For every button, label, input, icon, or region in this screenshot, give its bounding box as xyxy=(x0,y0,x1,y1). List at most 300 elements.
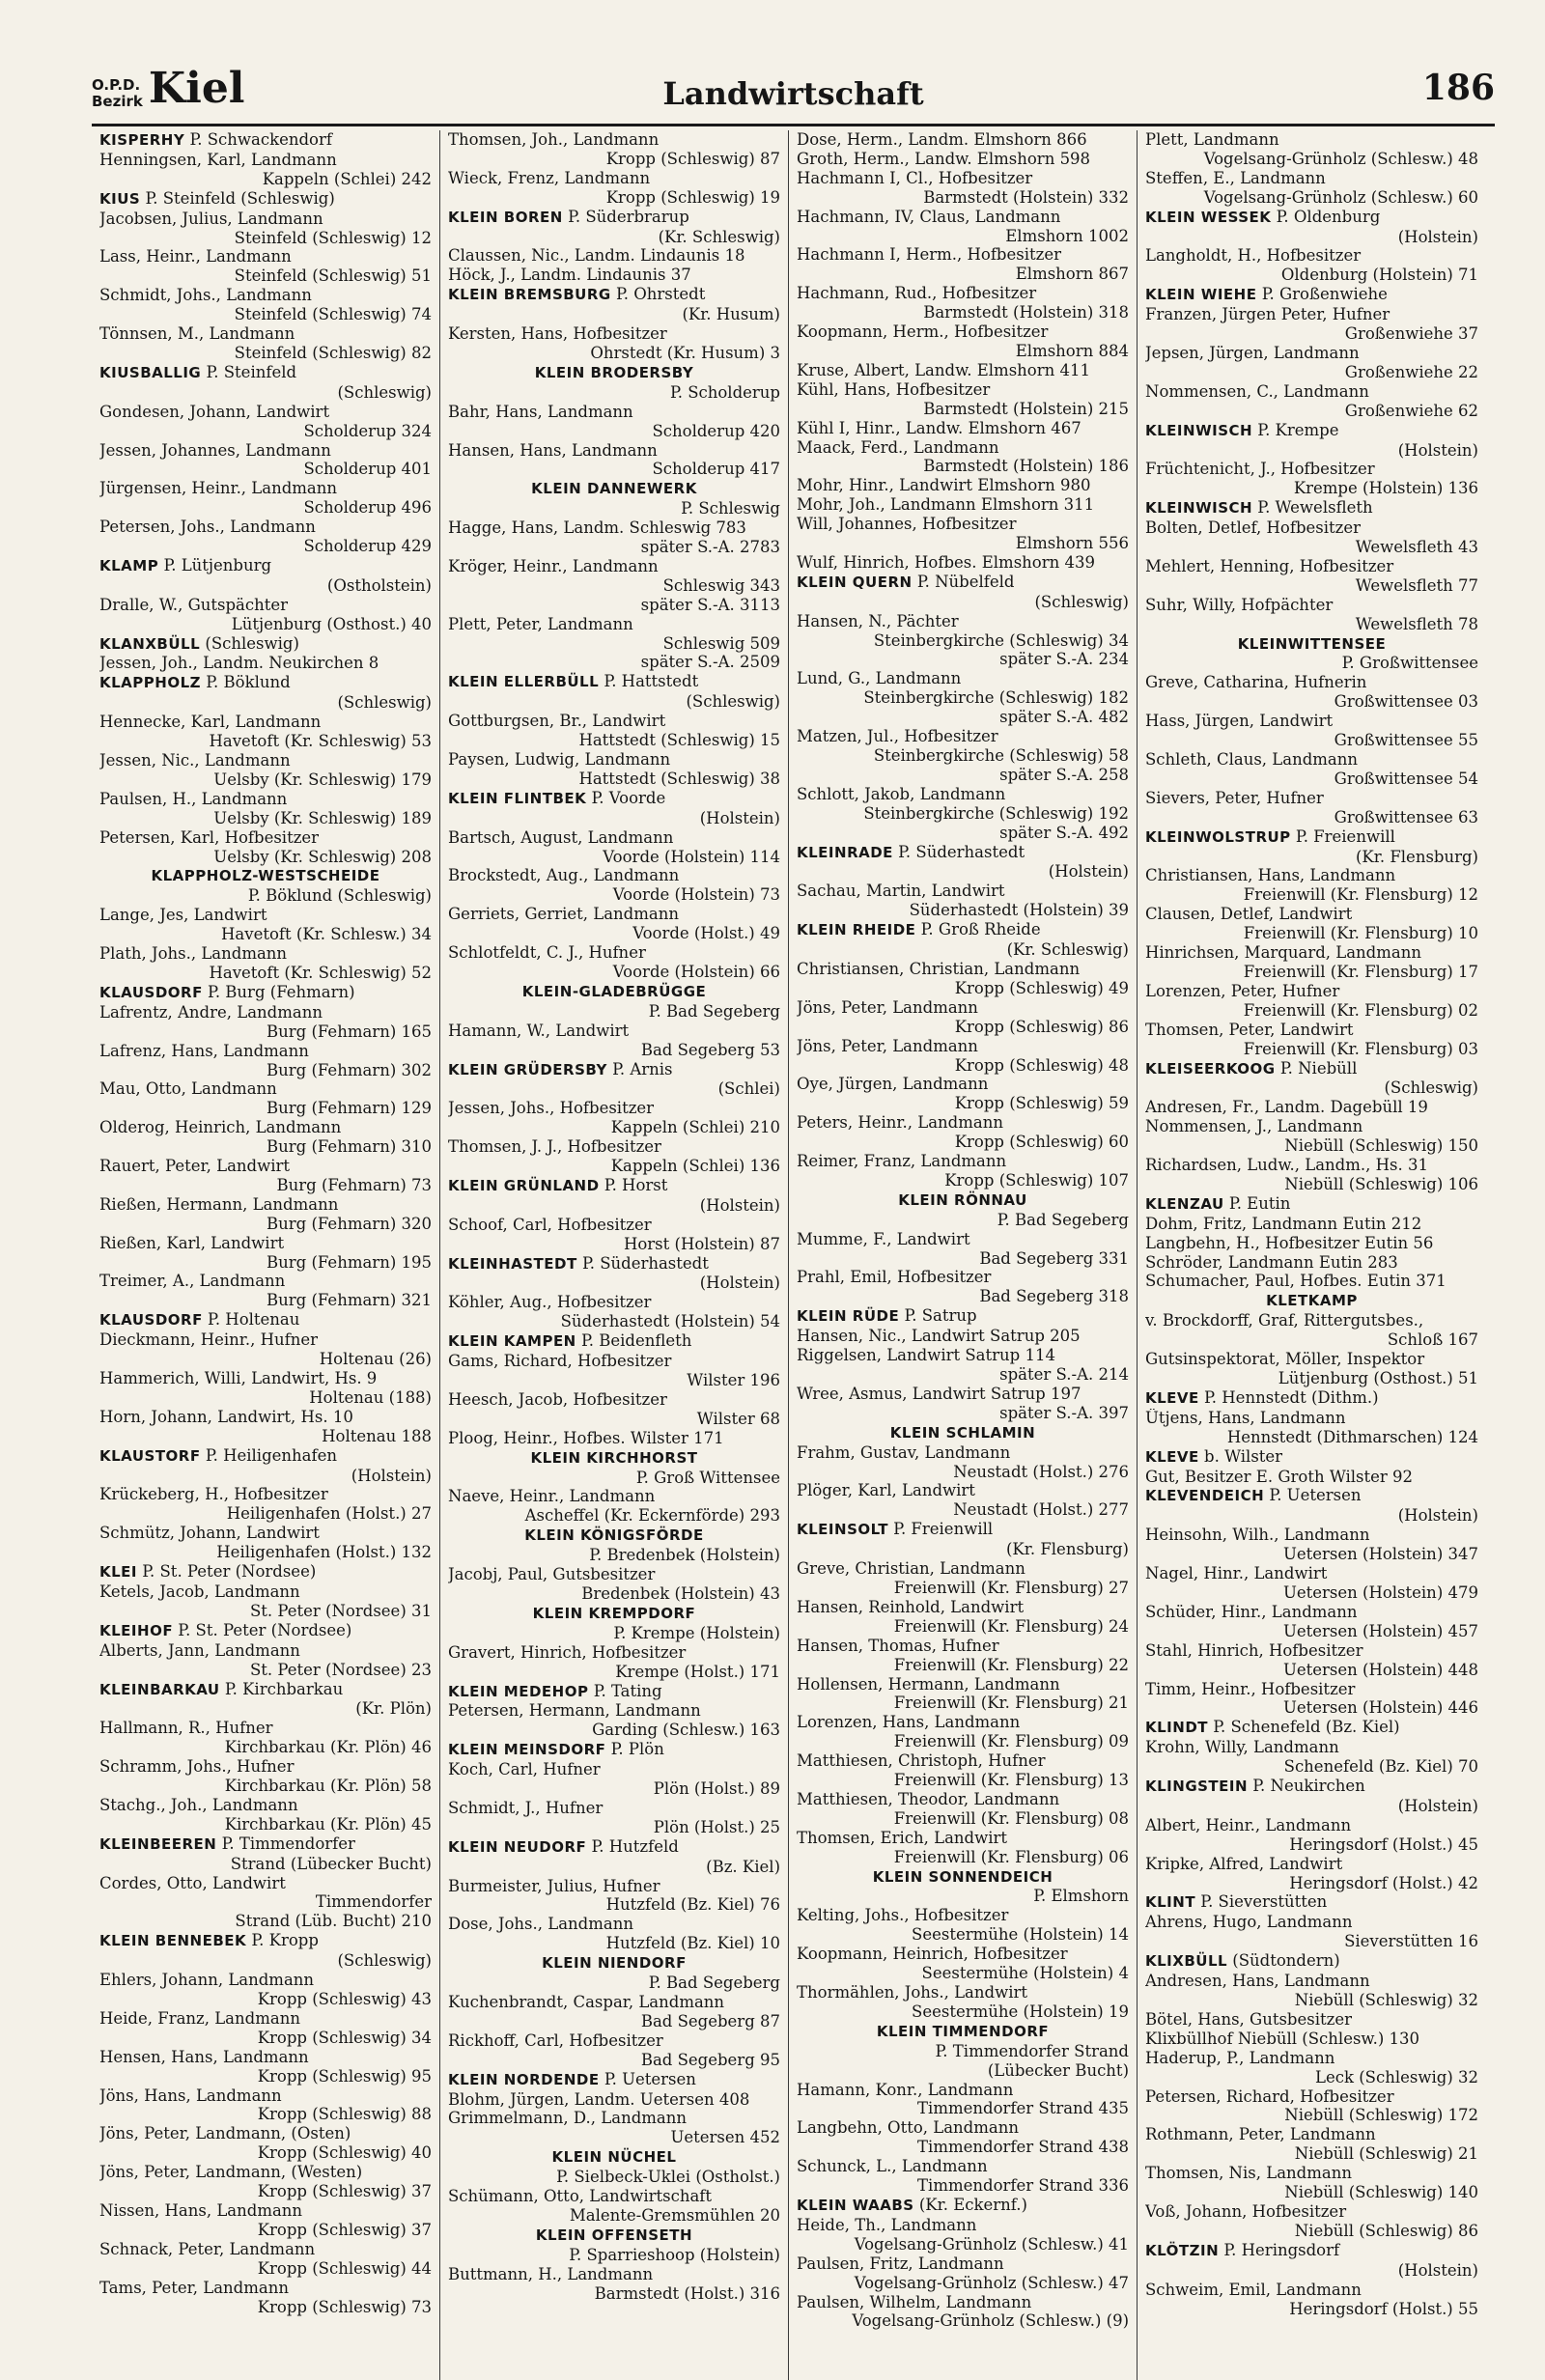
place-heading xyxy=(448,789,780,809)
line-text: Koopmann, Herm., Hofbesitzer xyxy=(797,322,1049,342)
entry-location xyxy=(1145,1369,1478,1388)
line-text: Früchtenicht, J., Hofbesitzer xyxy=(1145,460,1375,479)
line-text: P. Nübelfeld xyxy=(912,572,1015,591)
line-text: Steinfeld (Schleswig) 82 xyxy=(234,343,432,362)
line-text: Christiansen, Hans, Landmann xyxy=(1145,866,1396,885)
line-text: (Kr. Husum) xyxy=(682,305,780,324)
entry-location xyxy=(1145,2261,1478,2281)
entry-name xyxy=(1145,866,1478,885)
place-name: KLAPPHOLZ xyxy=(99,674,202,692)
entry-location xyxy=(797,901,1129,920)
place-heading xyxy=(99,673,432,693)
entry-name xyxy=(797,2293,1129,2312)
line-text: Mau, Otto, Landmann xyxy=(99,1079,277,1099)
place-name: KLEIN BOREN xyxy=(448,208,563,226)
line-text: Kuchenbrandt, Caspar, Landmann xyxy=(448,1993,725,2011)
line-text: Thomsen, Nis, Landmann xyxy=(1145,2164,1352,2183)
place-name: KLEISEERKOOG xyxy=(1145,1059,1276,1078)
entry-name xyxy=(448,557,780,576)
line-text: (Lübecker Bucht) xyxy=(987,2060,1129,2080)
entry-location xyxy=(797,1771,1129,1790)
line-text: Lass, Heinr., Landmann xyxy=(99,247,292,266)
entry-location xyxy=(448,1079,780,1099)
entry-name xyxy=(1145,2281,1478,2300)
entry-location xyxy=(99,615,432,634)
entry-location xyxy=(1145,1175,1478,1194)
line-text: Wree, Asmus, Landwirt Satrup 197 xyxy=(797,1384,1082,1403)
line-text: P. Satrup xyxy=(899,1306,977,1326)
entry-location xyxy=(99,1815,432,1834)
entry-location xyxy=(448,1895,780,1915)
place-name: KLEINWISCH xyxy=(1145,499,1253,518)
place-heading xyxy=(797,920,1129,940)
line-text: Gutsinspektorat, Möller, Inspektor xyxy=(1145,1350,1425,1369)
entry-location xyxy=(99,964,432,983)
line-text: Thormählen, Johs., Landwirt xyxy=(797,1983,1028,2002)
entry-location xyxy=(797,2235,1129,2254)
place-name: KLEINBARKAU xyxy=(99,1680,220,1698)
line-text: P. Freienwill xyxy=(1290,826,1395,846)
place-heading xyxy=(1145,1291,1478,1311)
entry-name xyxy=(99,1157,432,1176)
entry-location xyxy=(99,305,432,324)
place-heading xyxy=(1145,1486,1478,1506)
entry-location xyxy=(99,460,432,479)
line-text: P. Scholderup xyxy=(669,382,780,402)
line-text: Paulsen, H., Landmann xyxy=(99,789,288,808)
line-text: P. Timmendorfer Strand xyxy=(935,2041,1129,2060)
entry-name xyxy=(1145,344,1478,363)
line-text: Hachmann, IV, Claus, Landmann xyxy=(797,207,1061,226)
line-text: Andresen, Fr., Landm. Dagebüll 19 xyxy=(1145,1098,1428,1117)
entry-name xyxy=(1145,1409,1478,1428)
line-text: Lafrentz, Andre, Landmann xyxy=(99,1002,323,1022)
entry-name xyxy=(797,1598,1129,1617)
entry-name xyxy=(797,245,1129,265)
line-text: Bredenbek (Holstein) 43 xyxy=(581,1583,780,1603)
entry-location xyxy=(99,1253,432,1273)
line-text: P. Böklund xyxy=(201,673,291,692)
entry-name xyxy=(448,615,780,634)
entry-name xyxy=(797,1075,1129,1094)
line-text: Gondesen, Johann, Landwirt xyxy=(99,402,330,421)
line-text: Gerriets, Gerriet, Landmann xyxy=(448,905,679,924)
entry-name xyxy=(99,906,432,925)
entry-name xyxy=(99,1272,432,1291)
entry-name xyxy=(797,1983,1129,2002)
line-text: Stachg., Joh., Landmann xyxy=(99,1795,298,1814)
line-text: Elmshorn 867 xyxy=(1015,265,1129,284)
entry-location xyxy=(1145,576,1478,596)
entry-name xyxy=(448,324,780,344)
entry-location xyxy=(99,1951,432,1971)
entry-name xyxy=(797,169,1129,188)
entry-name xyxy=(797,150,1129,169)
entry-location xyxy=(1145,2300,1478,2319)
line-text: Schumacher, Paul, Hofbes. Eutin 371 xyxy=(1145,1272,1447,1291)
line-text: St. Peter (Nordsee) 23 xyxy=(249,1660,432,1679)
entry-location xyxy=(99,537,432,556)
entry-location xyxy=(797,1056,1129,1076)
place-name: KLEIN-GLADEBRÜGGE xyxy=(521,982,707,1000)
entry-location xyxy=(797,1094,1129,1113)
line-text: Hattstedt (Schleswig) 15 xyxy=(578,731,780,750)
place-heading xyxy=(99,1680,432,1700)
entry-name xyxy=(99,1582,432,1602)
line-text: P. Steinfeld xyxy=(201,362,297,381)
line-text: P. Groß Rheide xyxy=(915,920,1041,939)
line-text: Seestermühe (Holstein) 19 xyxy=(912,2002,1129,2021)
line-text: Dose, Johs., Landmann xyxy=(448,1915,633,1934)
line-text: Hansen, Thomas, Hufner xyxy=(797,1636,999,1655)
line-text: Heringsdorf (Holst.) 55 xyxy=(1289,2299,1478,2318)
line-text: Albert, Heinr., Landmann xyxy=(1145,1815,1352,1834)
line-text: Großwittensee 63 xyxy=(1334,807,1478,826)
entry-location xyxy=(797,400,1129,419)
line-text: Hansen, Hans, Landmann xyxy=(448,440,658,460)
entry-name xyxy=(99,247,432,266)
place-name: KLAMP xyxy=(99,556,159,574)
entry-name xyxy=(99,1971,432,1990)
line-text: Petersen, Karl, Hofbesitzer xyxy=(99,827,320,847)
line-text: Franzen, Jürgen Peter, Hufner xyxy=(1145,305,1390,324)
entry-name xyxy=(797,1790,1129,1809)
bezirk-text: Bezirk xyxy=(92,93,143,110)
entry-location xyxy=(99,229,432,248)
entry-name xyxy=(99,403,432,422)
line-text: (Holstein) xyxy=(699,808,780,827)
line-text: Elmshorn 884 xyxy=(1015,341,1129,360)
entry-location xyxy=(797,1964,1129,1983)
line-text: Niebüll (Schleswig) 150 xyxy=(1284,1136,1478,1156)
entry-location xyxy=(797,227,1129,246)
entry-location xyxy=(797,1365,1129,1385)
line-text: Havetoft (Kr. Schleswig) 52 xyxy=(209,963,432,982)
entry-name xyxy=(1145,1215,1478,1234)
line-text: Schenefeld (Bz. Kiel) 70 xyxy=(1283,1757,1478,1777)
entry-location xyxy=(448,692,780,712)
line-text: Kropp (Schleswig) 49 xyxy=(954,978,1129,997)
line-text: Großenwiehe 37 xyxy=(1344,324,1478,344)
line-text: Bolten, Detlef, Hofbesitzer xyxy=(1145,518,1361,538)
entry-name xyxy=(797,419,1129,438)
entry-location xyxy=(448,1469,780,1488)
line-text: (Kr. Flensburg) xyxy=(1356,847,1478,866)
place-heading xyxy=(1145,2241,1478,2261)
line-text: Wilster 196 xyxy=(687,1371,780,1389)
line-text: Niebüll (Schleswig) 21 xyxy=(1294,2144,1478,2164)
entry-location xyxy=(797,2176,1129,2196)
line-text: P. Böklund (Schleswig) xyxy=(247,886,432,906)
entry-location xyxy=(797,593,1129,612)
line-text: Christiansen, Christian, Landmann xyxy=(797,959,1081,978)
line-text: P. Arnis xyxy=(606,1059,673,1078)
entry-location xyxy=(1145,924,1478,943)
entry-location xyxy=(1145,363,1478,382)
line-text: Hass, Jürgen, Landwirt xyxy=(1145,712,1334,731)
entry-location xyxy=(99,2182,432,2201)
line-text: Kirchbarkau (Kr. Plön) 46 xyxy=(224,1738,432,1757)
line-text: Schnack, Peter, Landmann xyxy=(99,2239,316,2258)
entry-location xyxy=(99,2029,432,2048)
line-text: Wewelsfleth 77 xyxy=(1355,575,1478,595)
place-name: KLAUSDORF xyxy=(99,1311,203,1330)
entry-name xyxy=(448,1565,780,1584)
entry-name xyxy=(448,1216,780,1235)
line-text: Schleswig 509 xyxy=(662,633,780,653)
entry-name xyxy=(448,1993,780,2012)
entry-location xyxy=(99,1912,432,1931)
entry-name xyxy=(797,380,1129,400)
entry-location xyxy=(99,1350,432,1369)
entry-location xyxy=(448,1974,780,1993)
line-text: (Schlei) xyxy=(717,1079,780,1099)
line-text: Schröder, Landmann Eutin 283 xyxy=(1145,1252,1398,1272)
entry-location xyxy=(99,1061,432,1080)
entry-location xyxy=(1145,1757,1478,1777)
place-name: KLEIN NORDENDE xyxy=(448,2070,600,2088)
line-text: Gravert, Hinrich, Hofbesitzer xyxy=(448,1642,687,1662)
entry-name xyxy=(797,1327,1129,1346)
entry-location xyxy=(448,2206,780,2226)
entry-location xyxy=(797,1404,1129,1423)
entry-location xyxy=(99,1990,432,2009)
entry-location xyxy=(99,2143,432,2163)
line-text: Krohn, Willy, Landmann xyxy=(1145,1738,1339,1757)
line-text: P. St. Peter (Nordsee) xyxy=(137,1562,317,1582)
line-text: P. Oldenburg xyxy=(1271,207,1381,226)
entry-name xyxy=(99,713,432,732)
line-text: Voorde (Holstein) 73 xyxy=(612,885,780,905)
line-text: Maack, Ferd., Landmann xyxy=(797,437,999,457)
place-name: KLEIN MEDEHOP xyxy=(448,1682,589,1700)
place-name: KLEIN WESSEK xyxy=(1145,208,1272,226)
line-text: Henningsen, Karl, Landmann xyxy=(99,150,337,169)
place-name: KLEIN NÜCHEL xyxy=(551,2148,677,2167)
place-heading xyxy=(1145,421,1478,441)
line-text: Plön (Holst.) 89 xyxy=(653,1779,780,1799)
entry-location xyxy=(1145,1932,1478,1951)
line-text: Hachmann I, Herm., Hofbesitzer xyxy=(797,245,1061,265)
place-name: KLEIN BRODERSBY xyxy=(534,363,694,381)
entry-location xyxy=(797,2274,1129,2293)
line-text: Steinfeld (Schleswig) 51 xyxy=(234,266,432,286)
line-text: Ascheffel (Kr. Eckernförde) 293 xyxy=(524,1506,780,1526)
line-text: Kühl I, Hinr., Landw. Elmshorn 467 xyxy=(797,418,1082,437)
line-text: Thomsen, Peter, Landwirt xyxy=(1145,1020,1354,1039)
entry-name xyxy=(1145,750,1478,770)
line-text: Vogelsang-Grünholz (Schlesw.) 60 xyxy=(1203,187,1478,207)
line-text: Niebüll (Schleswig) 106 xyxy=(1284,1174,1478,1193)
line-text: Schoof, Carl, Hofbesitzer xyxy=(448,1215,652,1234)
line-text: Uetersen (Holstein) 446 xyxy=(1282,1698,1478,1718)
line-text: Rothmann, Peter, Landmann xyxy=(1145,2125,1376,2144)
line-text: Freienwill (Kr. Flensburg) 27 xyxy=(893,1578,1129,1597)
entry-name xyxy=(448,1293,780,1312)
entry-location xyxy=(797,1732,1129,1751)
line-text: P. Timmendorfer xyxy=(216,1834,355,1853)
entry-location xyxy=(1145,1661,1478,1680)
line-text: Hansen, Reinhold, Landwirt xyxy=(797,1597,1025,1616)
line-text: Steinbergkirche (Schleswig) 192 xyxy=(863,803,1129,823)
place-heading xyxy=(99,363,432,383)
entry-name xyxy=(99,1195,432,1215)
entry-location xyxy=(448,228,780,247)
line-text: Mumme, F., Landwirt xyxy=(797,1229,970,1248)
line-text: Ehlers, Johann, Landmann xyxy=(99,1971,315,1990)
entry-name xyxy=(797,515,1129,534)
entry-location xyxy=(99,1388,432,1408)
entry-location xyxy=(1145,1991,1478,2010)
line-text: Schüder, Hinr., Landmann xyxy=(1145,1602,1358,1621)
line-text: (Schleswig) xyxy=(337,693,432,713)
place-heading xyxy=(448,1953,780,1974)
line-text: Alberts, Jann, Landmann xyxy=(99,1640,300,1660)
line-text: Rießen, Hermann, Landmann xyxy=(99,1194,339,1214)
place-name: KLEIN GRÜNLAND xyxy=(448,1176,600,1194)
line-text: Hagge, Hans, Landm. Schleswig 783 xyxy=(448,518,746,538)
place-heading xyxy=(448,208,780,228)
entry-name xyxy=(448,1352,780,1371)
place-heading xyxy=(448,2226,780,2246)
line-text: P. Bad Segeberg xyxy=(997,1210,1129,1229)
entry-location xyxy=(797,1540,1129,1559)
line-text: (Holstein) xyxy=(699,1274,780,1293)
entry-name xyxy=(1145,1117,1478,1136)
line-text: Großwittensee 55 xyxy=(1334,731,1478,750)
line-text: Kropp (Schleswig) 88 xyxy=(257,2105,432,2124)
line-text: Burg (Fehmarn) 302 xyxy=(267,1060,432,1079)
line-text: Freienwill (Kr. Flensburg) 06 xyxy=(893,1847,1129,1866)
line-text: P. Kropp xyxy=(246,1931,319,1950)
entry-location xyxy=(1145,1874,1478,1893)
line-text: St. Peter (Nordsee) 31 xyxy=(249,1601,432,1620)
line-text: (Bz. Kiel) xyxy=(706,1857,780,1876)
line-text: Niebüll (Schleswig) 140 xyxy=(1284,2183,1478,2202)
line-text: Matthiesen, Theodor, Landmann xyxy=(797,1789,1060,1808)
entry-name xyxy=(797,1481,1129,1500)
entry-location xyxy=(797,940,1129,960)
line-text: Groth, Herm., Landw. Elmshorn 598 xyxy=(797,149,1091,168)
entry-name xyxy=(797,2157,1129,2176)
entry-location xyxy=(448,963,780,982)
line-text: (Holstein) xyxy=(1397,1506,1478,1526)
entry-location xyxy=(448,1196,780,1216)
line-text: P. Bad Segeberg xyxy=(648,1001,780,1021)
place-name: KLANXBÜLL xyxy=(99,634,201,653)
entry-name xyxy=(797,1559,1129,1579)
line-text: P. Großenwiehe xyxy=(1256,285,1388,304)
entry-name xyxy=(797,1385,1129,1404)
place-name: KLEIN RÜDE xyxy=(797,1307,900,1326)
line-text: Schloß 167 xyxy=(1387,1330,1478,1350)
line-text: Jöns, Hans, Landmann xyxy=(99,2086,282,2105)
entry-location xyxy=(797,1579,1129,1598)
entry-name xyxy=(797,208,1129,227)
line-text: Uelsby (Kr. Schleswig) 208 xyxy=(213,847,432,866)
line-text: Ahrens, Hugo, Landmann xyxy=(1145,1913,1353,1932)
entry-location xyxy=(99,925,432,944)
entry-location xyxy=(1145,615,1478,634)
entry-location xyxy=(448,1041,780,1060)
entry-name xyxy=(99,1796,432,1815)
place-heading xyxy=(448,1254,780,1274)
entry-name xyxy=(1145,789,1478,808)
entry-name xyxy=(1145,1855,1478,1874)
line-text: Kühl, Hans, Hofbesitzer xyxy=(797,379,991,399)
entry-location xyxy=(448,344,780,363)
entry-location xyxy=(448,848,780,867)
place-name: KLEIN ELLERBÜLL xyxy=(448,673,600,691)
line-text: Kropp (Schleswig) 19 xyxy=(605,187,780,207)
line-text: Hutzfeld (Bz. Kiel) 10 xyxy=(605,1934,780,1953)
entry-location xyxy=(1145,848,1478,867)
line-text: Uetersen (Holstein) 479 xyxy=(1282,1582,1478,1602)
entry-location xyxy=(448,2012,780,2031)
line-text: Kropp (Schleswig) 37 xyxy=(257,2182,432,2201)
line-text: v. Brockdorff, Graf, Rittergutsbes., xyxy=(1145,1311,1424,1330)
place-heading xyxy=(448,1176,780,1196)
entry-location xyxy=(797,2311,1129,2331)
entry-name xyxy=(1145,673,1478,692)
entry-location xyxy=(448,1663,780,1682)
place-heading xyxy=(448,672,780,692)
entry-location xyxy=(797,534,1129,553)
line-text: Havetoft (Kr. Schleswig) 53 xyxy=(209,732,432,751)
line-text: Langbehn, Otto, Landmann xyxy=(797,2118,1019,2138)
line-text: Hammerich, Willi, Landwirt, Hs. 9 xyxy=(99,1369,378,1387)
entry-location xyxy=(1145,692,1478,712)
line-text: Krempe (Holstein) 136 xyxy=(1293,479,1478,498)
entry-location xyxy=(99,1892,432,1912)
entry-name xyxy=(797,322,1129,342)
line-text: Plett, Peter, Landmann xyxy=(448,614,633,633)
line-text: Frahm, Gustav, Landmann xyxy=(797,1442,1011,1462)
line-text: Kropp (Schleswig) 73 xyxy=(257,2297,432,2316)
line-text: P. Plön xyxy=(605,1740,664,1759)
place-heading xyxy=(99,189,432,210)
line-text: Thomsen, Erich, Landwirt xyxy=(797,1828,1008,1847)
entry-name xyxy=(99,596,432,615)
line-text: Jepsen, Jürgen, Landmann xyxy=(1145,343,1360,362)
entry-name xyxy=(797,130,1129,150)
entry-name xyxy=(1145,169,1478,188)
place-heading xyxy=(1145,1447,1478,1468)
page-number: 186 xyxy=(1421,68,1495,108)
line-text: Großenwiehe 22 xyxy=(1344,362,1478,381)
place-heading xyxy=(448,1526,780,1546)
place-name: KLEIN WAABS xyxy=(797,2196,914,2214)
entry-name xyxy=(99,1641,432,1661)
line-text: später S.-A. 3113 xyxy=(640,595,780,614)
entry-name xyxy=(1145,2087,1478,2107)
entry-name xyxy=(99,1330,432,1350)
entry-location xyxy=(99,2259,432,2279)
entry-location xyxy=(1145,963,1478,982)
entry-location xyxy=(99,2067,432,2086)
entry-name xyxy=(448,712,780,731)
line-text: (Schleswig) xyxy=(1384,1078,1478,1098)
line-text: P. Krempe (Holstein) xyxy=(613,1623,780,1642)
entry-name xyxy=(1145,1641,1478,1661)
entry-name xyxy=(1145,305,1478,324)
line-text: P. Süderbrarup xyxy=(562,207,689,226)
entry-location xyxy=(797,2042,1129,2061)
line-text: Oldenburg (Holstein) 71 xyxy=(1280,266,1478,285)
entry-name xyxy=(797,998,1129,1018)
entry-name xyxy=(448,2187,780,2206)
entry-name xyxy=(448,169,780,188)
